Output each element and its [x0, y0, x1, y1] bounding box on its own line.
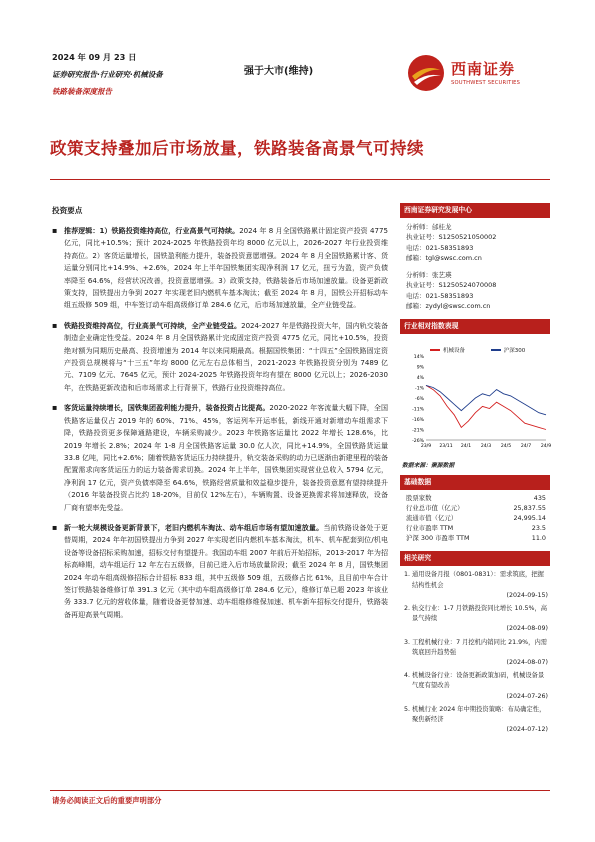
x-tick-label: 23/11 [439, 444, 453, 450]
basic-data-heading: 基础数据 [400, 475, 550, 490]
item-date: (2024-07-26) [506, 692, 548, 700]
analyst-phone: 电话：021-58351893 [406, 243, 474, 252]
item-number: 3. [404, 638, 411, 646]
bullet-item [52, 402, 388, 514]
row-value: 24,995.14 [513, 513, 546, 522]
row-value: 11.0 [531, 533, 546, 542]
logo [407, 52, 557, 98]
x-tick-label: 24/5 [500, 444, 512, 450]
item-date: (2024-08-09) [506, 625, 548, 633]
row-label: 行业市盈率 TTM [406, 523, 454, 532]
bullet-item [52, 522, 388, 621]
swsc-logo-icon [407, 54, 445, 92]
table-row [400, 504, 550, 514]
related-item[interactable] [404, 638, 548, 669]
item-text: 通用设备月报（0801-0831）：需求筑底，把握结构性机会 [412, 571, 544, 589]
footer-divider [50, 790, 550, 791]
table-row [400, 524, 550, 534]
row-label: 流通市值（亿元） [406, 513, 458, 522]
bullet-bold: 铁路投资维持高位，行业高景气可持续，全产业链受益。 [64, 320, 242, 330]
related-item[interactable] [404, 604, 548, 635]
row-value: 435 [533, 494, 546, 503]
row-label: 股票家数 [406, 494, 432, 503]
title-divider [50, 179, 550, 180]
item-date: (2024-07-12) [506, 726, 548, 734]
y-tick-label: -1% [415, 386, 424, 392]
y-tick-label: -16% [412, 418, 424, 424]
logo-text-cn: 西南证券 [451, 60, 516, 78]
bullet-item [52, 225, 388, 312]
rating: 强于大市(维持) [244, 66, 314, 77]
bullet-bold: 1）铁路投资维持高位，行业高景气可持续。 [99, 226, 240, 235]
bullet-bold: 新一轮大规模设备更新背景下，老旧内燃机车淘汰、动车组后市场有望加速放量。 [64, 522, 324, 532]
series-line-1 [426, 386, 546, 415]
report-date: 2024 年 09 月 23 日 [52, 52, 137, 62]
row-value: 23.5 [531, 523, 546, 532]
item-date: (2024-09-15) [506, 591, 548, 599]
y-tick-label: -26% [412, 439, 424, 445]
row-label: 行业总市值（亿元） [406, 504, 464, 513]
logo-text-en: SOUTHWEST SECURITIES [451, 80, 521, 86]
related-item[interactable] [404, 570, 548, 601]
y-tick-label: -11% [412, 407, 424, 413]
report-subtype: 铁路装备深度报告 [52, 87, 112, 96]
analyst-phone: 电话：021-58351893 [406, 291, 474, 300]
table-row [400, 534, 550, 544]
bullet-bold: 客货运量持续增长，国铁集团盈利能力提升，装备投资占比提高。 [64, 403, 270, 413]
bullet-item [52, 320, 388, 394]
series-line-0 [426, 386, 546, 430]
relative-index-chart [400, 340, 550, 458]
basic-data-table [400, 494, 550, 543]
table-row [400, 494, 550, 504]
x-tick-label: 24/3 [480, 444, 492, 450]
item-text: 轨交行业：1-7 月铁路投资同比增长 10.5%，高景气持续 [412, 604, 548, 623]
bullet-text: 2024-2027 年是铁路投资大年，国内轨交装备制造企业确定性受益。2024 年 8 月全国铁路累计完成固定资产投资 4775 亿元，同比+10.5%，投资绝对额为同期历史最高、投资增速为 2014 年以来同期最高。根据国铁集团：“十四五”全国铁路固定资产投资总规模将与“十三五”年均 8000 亿元左右总体相当，2021-2023 年铁路投资分别为 7489 亿元、7109 亿元、7645 亿元，预计 2024-2025 年铁路投资年均有望在 8000 亿元以上；2026-2030 年，在铁路更新改造和后市场需求上行背景下，铁路行业投资维持高位。 [64, 320, 388, 392]
related-item[interactable] [404, 705, 548, 736]
analyst-heading: 西南证券研究发展中心 [400, 203, 550, 218]
report-title: 政策支持叠加后市场放量，铁路装备高景气可持续 [50, 139, 424, 158]
y-tick-label: -21% [412, 428, 424, 434]
section-heading: 投资要点 [52, 206, 83, 215]
table-row [400, 514, 550, 524]
bullet-text: 当前铁路设备处于更替周期，2024 年年初国铁提出力争到 2027 年实现老旧内燃机车基本淘汰，机车、机车配套到位/机电设备等设备招标采购加速，招标交付有望提升。我国动车组 2007 年前后开始招标，2013-2017 年为招标高峰期，动车组运行 12 年左右五级修，目前已进入后市场放量阶段；截至 2024 年 8 月，国铁集团 2024 年动车组高级修招标合计招标 833 组，其中五级修 509 组，五级修占比 61%，且目前中车合计签订铁路装备维修订单 391.3 亿元（其中动车组高级修订单 284.6 亿元），维修订单已超 2023 年该业务 333.7 亿元的营收体量，随着设备更替加速、动车组维修维保加速、机车新车招标交付提升，铁路装备再迎高景气周期。 [64, 522, 388, 619]
analyst-name: 分析师：张艺瑛 [406, 271, 452, 280]
chart-heading: 行业相对指数表现 [400, 319, 550, 334]
y-tick-label: -6% [415, 397, 424, 403]
legend-label: 沪深300 [503, 348, 526, 355]
item-date: (2024-08-07) [506, 658, 548, 666]
analyst-license: 执业证号：S1250524070008 [406, 281, 497, 290]
row-value: 25,837.55 [513, 504, 546, 513]
related-heading: 相关研究 [400, 551, 550, 566]
legend-label: 机械设备 [443, 348, 466, 355]
chart-source: 数据来源：聚源数据 [402, 463, 455, 470]
x-tick-label: 24/7 [520, 444, 532, 450]
row-label: 沪深 300 市盈率 TTM [406, 533, 470, 542]
bullet-text: 2020-2022 年客流量大幅下降，全国铁路客运量仅占 2019 年的 60%、71%、45%，客运列车开运率低，新线开通对新增动车组需求下降，铁路投资更多保障通路建设，车辆采购减少。2023 年铁路客运量比 2022 年增长 128.6%，比 2019 年增长 2.8%；2024 年 1-8 月全国铁路客运量 30.0 亿人次，同比+14.9%，全国铁路货运量 33.8 亿吨，同比+2.6%；随着铁路客货运压力持续提升，轨交装备采购的动力已逐渐由新建里程的装备配置需求向客货运压力的运力装备需求切换。2024 年上半年，国铁集团实现营业总收入 5794 亿元，净利润 17 亿元，资产负债率降至 64.6%，铁路经营质量和效益稳步提升，装备投资意愿有望持续提升（2016 年装备投资占比约 18-20%，目前仅 12%左右），车辆购置、设备更换需求将加速释放，设备厂商有望率先受益。 [64, 403, 388, 512]
analyst-email[interactable]: 邮箱：tgl@swsc.com.cn [406, 253, 482, 262]
item-number: 1. [404, 571, 411, 579]
footer-disclaimer: 请务必阅读正文后的重要声明部分 [52, 796, 162, 805]
item-number: 2. [404, 604, 411, 612]
investment-points [52, 205, 388, 629]
x-tick-label: 24/9 [540, 444, 552, 450]
related-list [400, 566, 550, 735]
y-tick-label: 9% [416, 365, 424, 371]
analyst-block [400, 218, 550, 311]
y-tick-label: 4% [416, 376, 424, 382]
y-tick-label: 14% [413, 355, 424, 361]
analyst-name: 分析师：邰桂龙 [406, 223, 452, 231]
item-text: 工程机械行业：7 月挖机内销同比 21.9%，内需筑底回升趋势强 [412, 638, 548, 656]
item-text: 机械行业 2024 年中期投资策略：布局确定性，聚焦新经济 [412, 705, 546, 723]
item-number: 4. [404, 672, 411, 680]
bullet-text: 2024 年 8 月全国铁路累计固定资产投资 4775 亿元，同比+10.5%；预计 2024-2025 年铁路投资年均 8000 亿元以上，2026-2027 年行业投资维持高位。2）客货运量增长，国铁盈利能力提升，装备投资意愿增强。2024 年 8 月全国铁路累计客、货运量分别同比+14.9%、+2.6%，2024 年上半年国铁集团实现净利润 17 亿元，扭亏为盈，资产负债率降至 64.6%，经营状况改善，投资意愿增强。3）政策支持，铁路装备后市场加速放量。设备更新政策支持，国铁提出力争到 2027 年实现老旧内燃机车基本淘汰；截至 2024 年 8 月，国铁公开招标动车组五级修 509 组，中车签订动车组高级修订单 284.6 亿元，后市场加速放量，全产业链受益。 [64, 226, 388, 310]
analyst-email[interactable]: 邮箱：zydyl@swsc.com.cn [406, 302, 491, 311]
analyst-license: 执业证号：S1250521050002 [406, 233, 497, 242]
sidebar [400, 203, 550, 738]
x-tick-label: 24/1 [460, 444, 472, 450]
header [52, 52, 552, 102]
item-text: 机械设备行业：设备更新政策加码，机械设备景气度有望改善 [412, 672, 545, 690]
bullet-lead: 推荐逻辑： [64, 226, 100, 235]
line-chart [400, 340, 550, 458]
report-type: 证券研究报告·行业研究·机械设备 [52, 70, 163, 79]
item-number: 5. [404, 705, 411, 713]
related-item[interactable] [404, 671, 548, 702]
x-tick-label: 23/9 [420, 444, 432, 450]
